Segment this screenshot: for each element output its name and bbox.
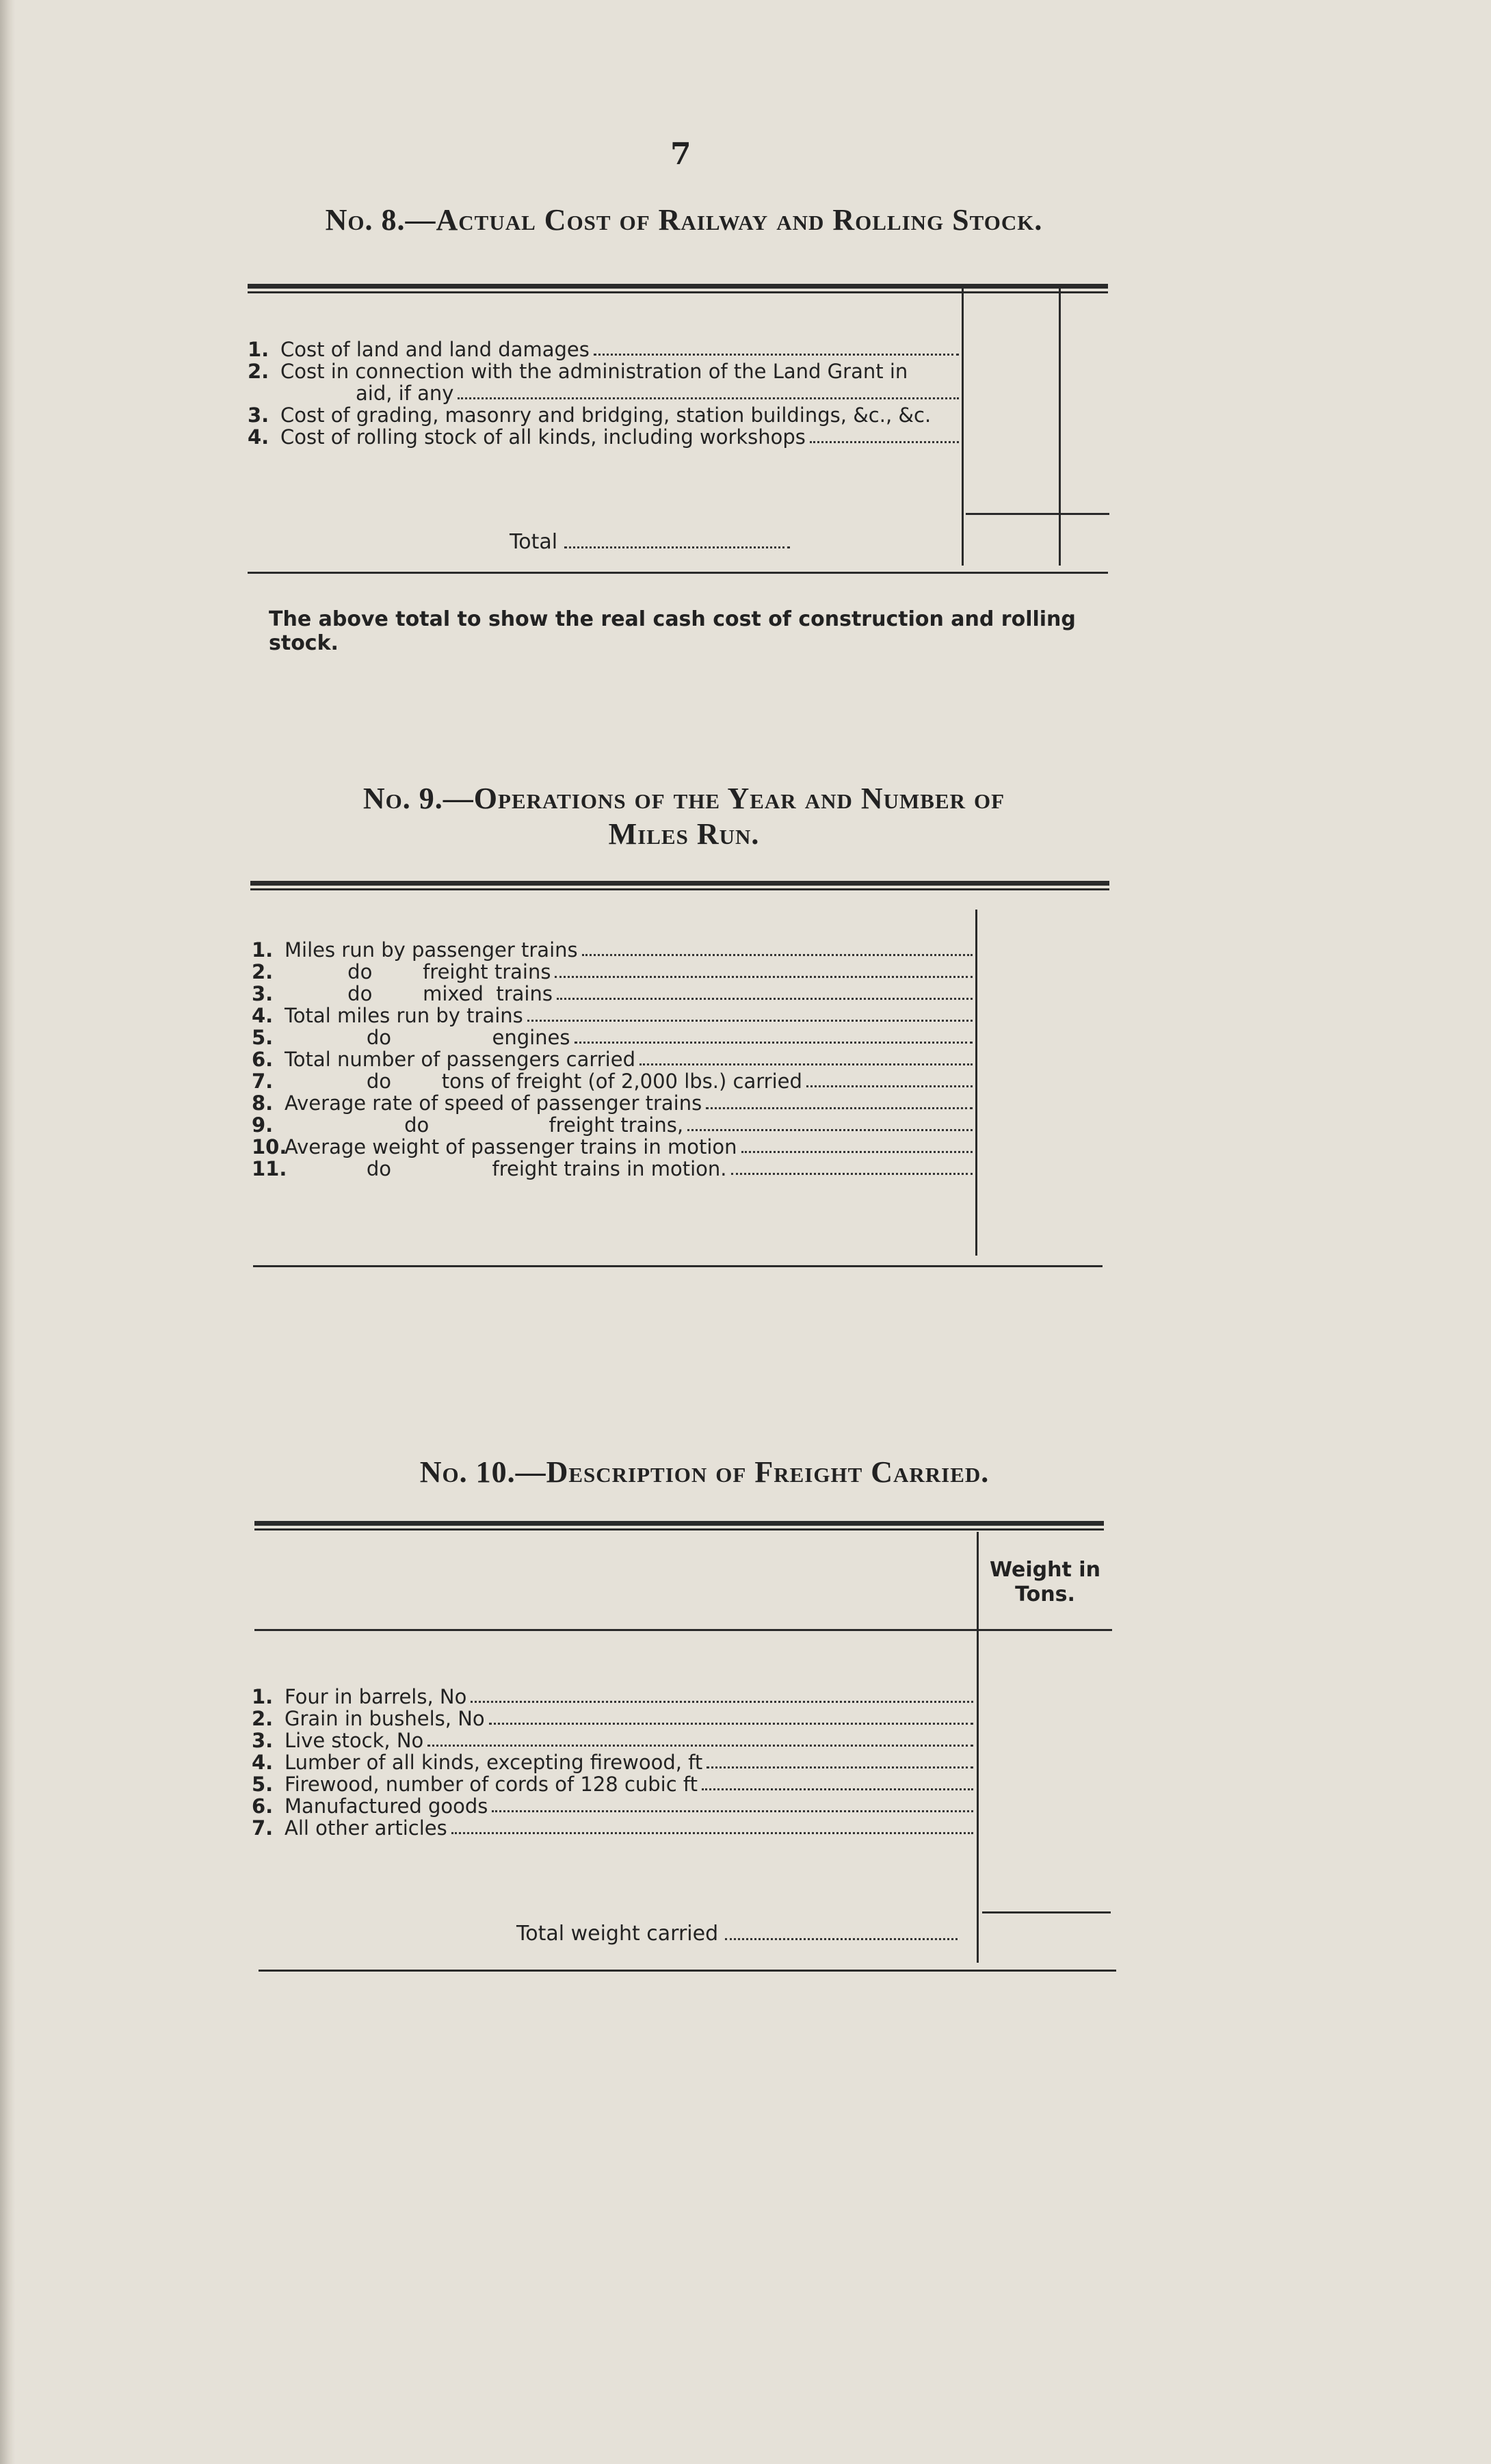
table9-heading-line2: Miles Run. bbox=[608, 817, 760, 851]
table8-sum-rule bbox=[966, 513, 1109, 515]
table9-top-rule-2 bbox=[250, 888, 1109, 890]
table8-top-rule-2 bbox=[248, 291, 1108, 293]
table8-col-divider-2 bbox=[1059, 284, 1061, 566]
table8-total-label: Total bbox=[510, 530, 558, 554]
table9-row: 7. do tons of freight (of 2,000 lbs.) carried bbox=[252, 1070, 973, 1093]
table8-row: 3. Cost of grading, masonry and bridging, station buildings, &c., &c. bbox=[248, 404, 932, 427]
table9-col-divider bbox=[975, 910, 977, 1256]
table10-row: 3. Live stock, No bbox=[252, 1730, 973, 1752]
table10-row: 2. Grain in bushels, No bbox=[252, 1708, 973, 1730]
table9-row: 6. Total number of passengers carried bbox=[252, 1048, 973, 1071]
table9-row: 4. Total miles run by trains bbox=[252, 1005, 973, 1027]
table9-row: 10. Average weight of passenger trains in motion bbox=[252, 1136, 973, 1158]
table10-row: 4. Lumber of all kinds, excepting firewood, ft bbox=[252, 1751, 973, 1774]
table8-row: aid, if any bbox=[248, 382, 959, 405]
table8-total-row bbox=[510, 530, 790, 554]
table10-row: 5. Firewood, number of cords of 128 cubic ft bbox=[252, 1773, 973, 1796]
table10-top-rule-2 bbox=[254, 1528, 1104, 1531]
table9-row: 1. Miles run by passenger trains bbox=[252, 939, 973, 962]
table8-row: 1. Cost of land and land damages bbox=[248, 339, 959, 361]
table9-row: 3. do mixed trains bbox=[252, 983, 973, 1005]
table9-row: 2. do freight trains bbox=[252, 961, 973, 983]
table9-bottom-rule bbox=[253, 1265, 1103, 1267]
table8-bottom-rule bbox=[248, 572, 1108, 574]
page-number: 7 bbox=[670, 137, 691, 172]
table10-top-rule bbox=[254, 1521, 1104, 1526]
table9-heading-line1: No. 9.—Operations of the Year and Number of bbox=[362, 782, 1005, 815]
table10-total-row bbox=[516, 1922, 958, 1946]
table10-column-header: Weight in Tons. bbox=[990, 1558, 1100, 1606]
table10-bottom-rule bbox=[259, 1970, 1116, 1972]
table10-row: 6. Manufactured goods bbox=[252, 1795, 973, 1818]
table10-total-label: Total weight carried bbox=[516, 1922, 719, 1946]
table10-row: 1. Four in barrels, No bbox=[252, 1686, 973, 1708]
table8-note: The above total to show the real cash cost of construction and rolling stock. bbox=[269, 607, 1076, 655]
table10-heading: No. 10.—Description of Freight Carried. bbox=[419, 1455, 990, 1489]
table8-row: 4. Cost of rolling stock of all kinds, including workshops bbox=[248, 426, 959, 449]
table9-top-rule bbox=[250, 881, 1109, 886]
table8-heading: No. 8.—Actual Cost of Railway and Rolling Stock. bbox=[325, 203, 1043, 237]
table10-sum-rule bbox=[982, 1911, 1111, 1913]
table9-row: 5. do engines bbox=[252, 1026, 973, 1049]
table8-col-divider-1 bbox=[962, 284, 964, 566]
table9-row: 8. Average rate of speed of passenger trains bbox=[252, 1092, 973, 1115]
page-edge bbox=[0, 0, 15, 2464]
table9-row: 11. do freight trains in motion. bbox=[252, 1158, 973, 1180]
table8-top-rule bbox=[248, 284, 1108, 289]
table10-header-rule bbox=[254, 1629, 1112, 1631]
table9-row: 9. do freight trains, bbox=[252, 1114, 973, 1137]
table8-row: 2. Cost in connection with the administration of the Land Grant in bbox=[248, 360, 908, 383]
table10-col-divider bbox=[977, 1532, 979, 1963]
table10-row: 7. All other articles bbox=[252, 1817, 973, 1840]
